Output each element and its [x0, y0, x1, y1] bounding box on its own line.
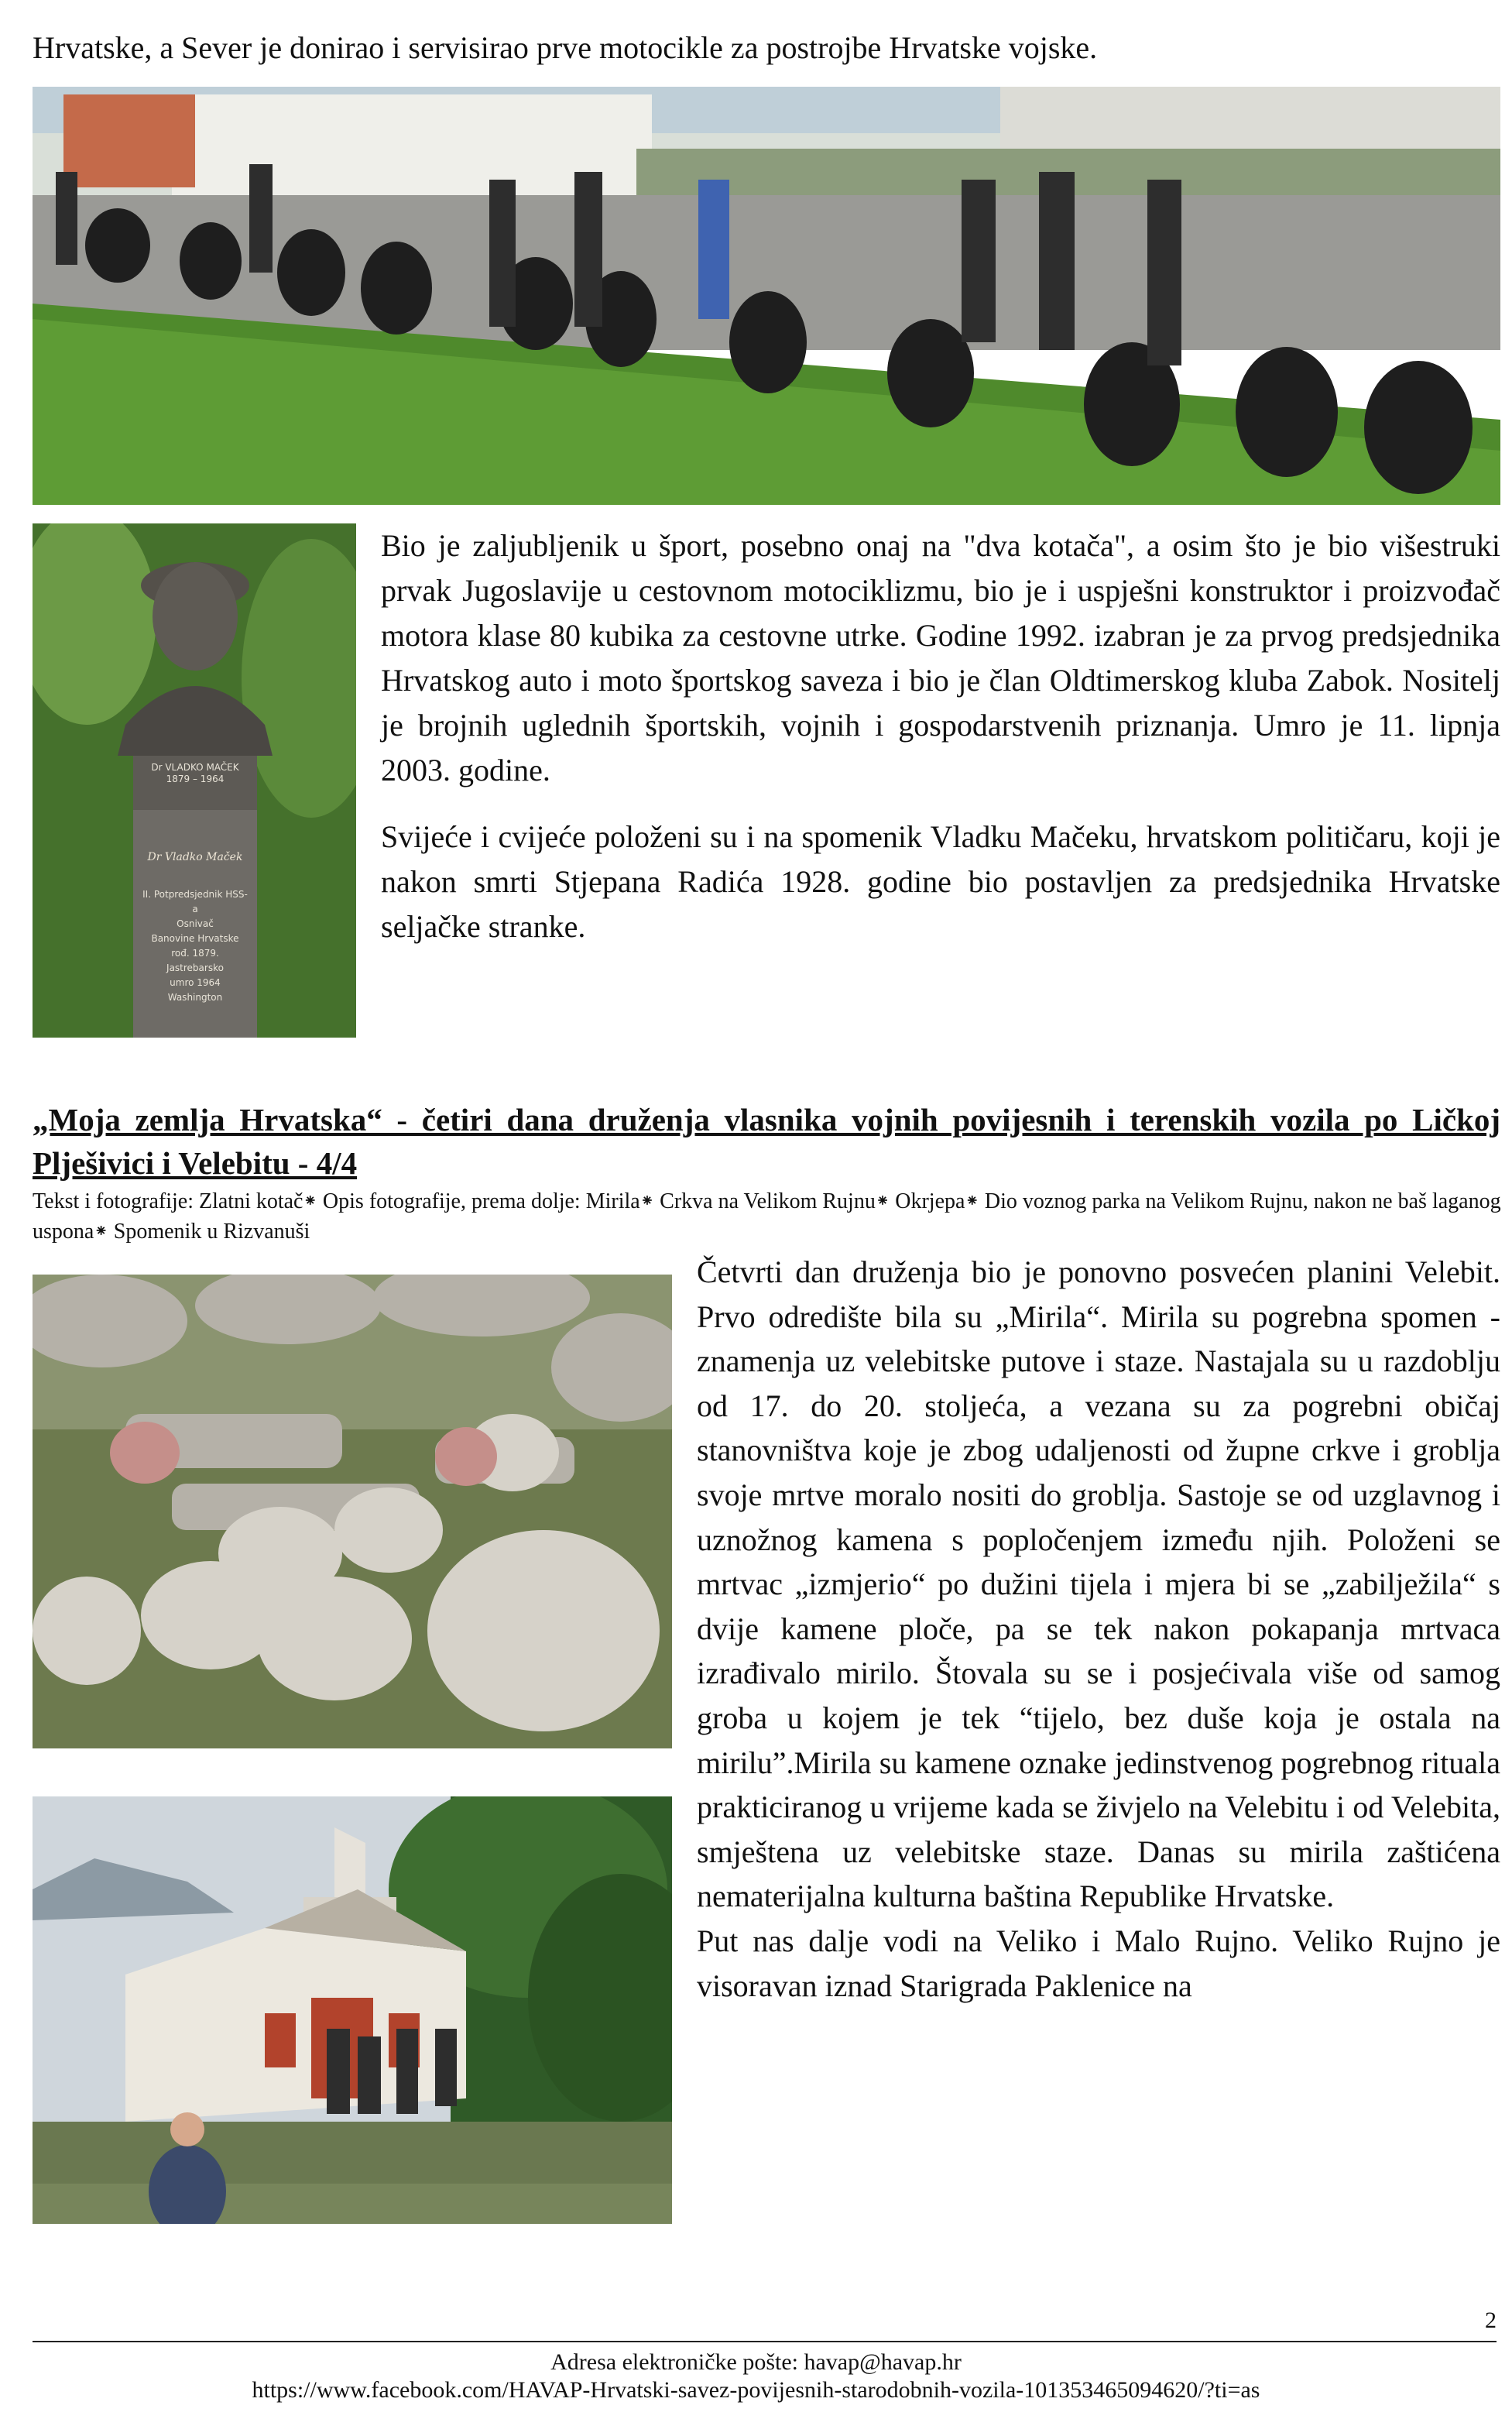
statue-line: Jastrebarsko [166, 962, 224, 973]
page-number: 2 [1485, 2307, 1497, 2333]
mirila-column [697, 1250, 1500, 2008]
statue-line: Washington [167, 992, 223, 1003]
credits-part: Spomenik u Rizvanuši [108, 1220, 310, 1244]
separator-star-icon: ⁕ [94, 1221, 108, 1240]
credits-part: Dio voznog parka na Velikom Rujnu, nakon ne baš laganog uspona [33, 1189, 1501, 1244]
church-photo [33, 1796, 672, 2224]
credits-part: Tekst i fotografije: Zlatni kotač [33, 1189, 303, 1213]
statue-years: 1879 – 1964 [166, 774, 225, 784]
credits-part: Okrjepa [890, 1189, 965, 1213]
biography-paragraph: Bio je zaljubljenik u šport, posebno onaj na "dva kotača", a osim što je bio višestruki prvak Jugoslavije u cestovnom motociklizmu, bio je i uspješni konstruktor i proizvođač motora klase 80 kubika za cestovne utrke. Godine 1992. izabran je za prvog predsjednika Hrvatskog auto i moto športskog saveza i bio je član Oldtimerskog kluba Zabok. Nositelj je brojnih uglednih športskih, vojnih i gospodarstvenih priznanja. Umro je 11. lipnja 2003. godine. [381, 528, 1500, 787]
separator-star-icon: ⁕ [303, 1191, 317, 1210]
statue-line: Osnivač [177, 918, 214, 929]
continued-text-line: Hrvatske, a Sever je donirao i servisirao prve motocikle za postrojbe Hrvatske vojske. [33, 30, 1098, 65]
statue-name: Dr VLADKO MAČEK [151, 762, 239, 773]
statue-line: umro 1964 [170, 977, 221, 988]
macek-monument-photo [33, 523, 356, 1038]
statue-line: rođ. 1879. [171, 948, 219, 959]
rujno-paragraph: Put nas dalje vodi na Veliko i Malo Rujno. Veliko Rujno je visoravan iznad Starigrada Paklenice na [697, 1923, 1500, 2003]
statue-script-name: Dr Vladko Maček [147, 851, 243, 863]
credits-part: Opis fotografije, prema dolje: Mirila [317, 1189, 640, 1213]
separator-star-icon: ⁕ [875, 1191, 890, 1210]
monument-paragraph: Svijeće i cvijeće položeni su i na spomenik Vladku Mačeku, hrvatskom političaru, koji je nakon smrti Stjepana Radića 1928. godine bio postavljen za predsjednika Hrvatske seljačke stranke. [381, 819, 1500, 944]
photo-credits [33, 1186, 1503, 1247]
mirila-paragraph: Četvrti dan druženja bio je ponovno posvećen planini Velebit. Prvo odredište bila su „Mirila“. Mirila su pogrebna spomen - znamenja uz velebitske putove i staze. Nastajala su u razdoblju od 17. do 20. stoljeća, a vezana su za pogrebni običaj stanovništva koje je zbog udaljenosti od župne crkve i groblja svoje mrtve moralo nositi do groblja. Sastoje se od uzglavnog i uznožnog kamena s popločenjem između njih. Položeni se mrtvac „izmjerio“ po dužini tijela i mjera bi se „zabilježila“ s dvije kamene ploče, pa se tek nakon pokapanja mrtvaca izrađivalo mirilo. Štovala su se i posjećivala više od samog groba u kojem je tek “tijelo, bez duše koja je ostala na mirilu”.Mirila su kamene oznake jedinstvenog pogrebnog rituala prakticiranog u vrijeme kada se živjelo na Velebitu i od Velebita, smještena uz velebitske staze. Danas su mirila zaštićena nematerijalna kulturna baština Republike Hrvatske. [697, 1254, 1500, 1914]
statue-line: Banovine Hrvatske [151, 933, 239, 944]
footer-divider [33, 2341, 1497, 2342]
statue-line: II. Potpredsjednik HSS-a [142, 889, 248, 914]
article-heading: „Moja zemlja Hrvatska“ - četiri dana druženja vlasnika vojnih povijesnih i terenskih vozila po Ličkoj Plješivici i Velebitu - 4/4 [33, 1102, 1500, 1181]
credits-part: Crkva na Velikom Rujnu [654, 1189, 876, 1213]
separator-star-icon: ⁕ [639, 1191, 655, 1210]
biography-column [381, 523, 1500, 949]
footer-url: https://www.facebook.com/HAVAP-Hrvatski-savez-povijesnih-starodobnih-vozila-101353465094620/?ti=as [252, 2377, 1260, 2403]
mirila-stones-photo [33, 1275, 672, 1748]
footer-email: Adresa elektroničke pošte: havap@havap.hr [550, 2349, 962, 2375]
separator-star-icon: ⁕ [965, 1191, 979, 1210]
motorcycles-photo [33, 87, 1500, 505]
